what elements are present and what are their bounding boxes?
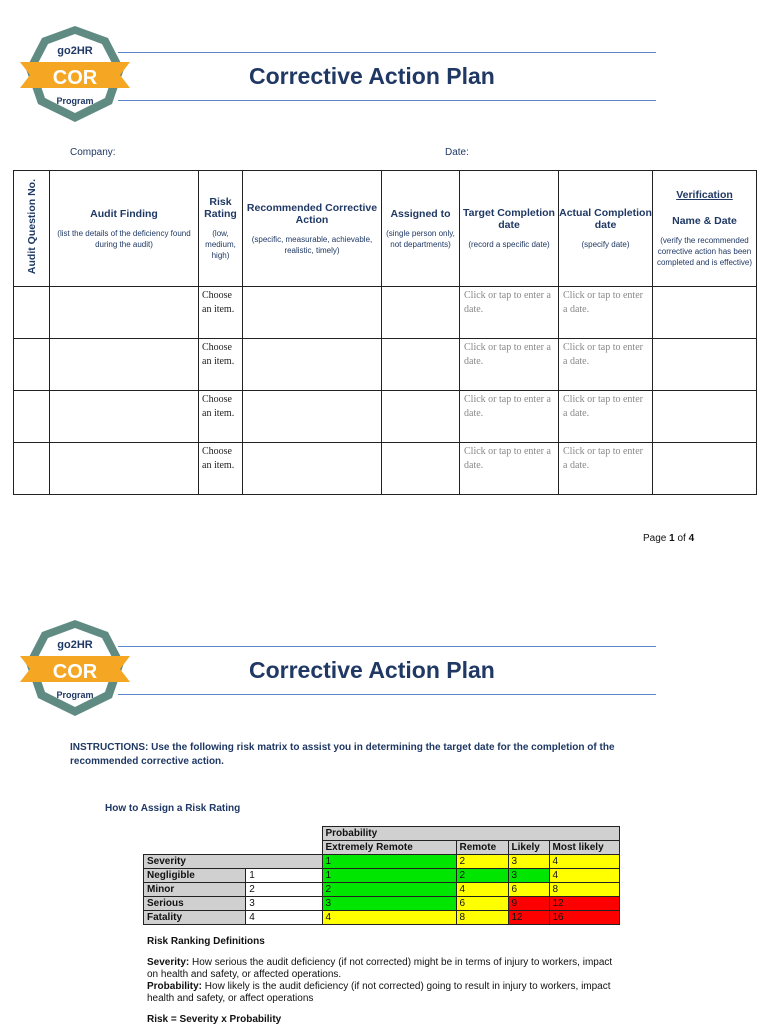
matrix-cell: 4 (456, 883, 508, 897)
actual-date-picker[interactable]: Click or tap to enter a date. (559, 443, 653, 495)
matrix-cell: 3 (508, 855, 549, 869)
matrix-cell: 9 (508, 897, 549, 911)
matrix-cell: 12 (508, 911, 549, 925)
finding-cell[interactable] (50, 339, 199, 391)
risk-dropdown[interactable]: Choose an item. (199, 287, 243, 339)
finding-cell[interactable] (50, 443, 199, 495)
audit-question-cell[interactable] (14, 443, 50, 495)
matrix-cell: 3 (322, 897, 456, 911)
assigned-cell[interactable] (382, 391, 460, 443)
table-row (14, 443, 757, 495)
matrix-cell: 4 (322, 911, 456, 925)
risk-dropdown[interactable]: Choose an item. (199, 443, 243, 495)
matrix-cell: 8 (549, 883, 619, 897)
recommended-cell[interactable] (243, 339, 382, 391)
header-audit-finding: Audit Finding (list the details of the deficiency found during the audit) (50, 171, 199, 287)
probability-definition: Probability: How likely is the audit deficiency (if not corrected) going to result in injury to workers, impact health and safety, or affect operations (147, 981, 611, 1004)
target-date-picker[interactable]: Click or tap to enter a date. (460, 443, 559, 495)
severity-fatality: Fatality (144, 911, 246, 925)
target-date-picker[interactable]: Click or tap to enter a date. (460, 339, 559, 391)
severity-serious: Serious (144, 897, 246, 911)
page-number: Page 1 of 4 (643, 533, 695, 544)
actual-date-picker[interactable]: Click or tap to enter a date. (559, 287, 653, 339)
table-row (14, 339, 757, 391)
severity-header: Severity (144, 855, 323, 869)
severity-value: 3 (246, 897, 322, 911)
col-most-likely: Most likely (549, 841, 619, 855)
cor-logo (20, 618, 130, 718)
severity-value: 2 (246, 883, 322, 897)
verification-cell[interactable] (653, 339, 757, 391)
matrix-cell: 4 (549, 855, 619, 869)
logo-banner: COR (52, 661, 98, 683)
logo-brand: go2HR (57, 639, 93, 651)
risk-dropdown[interactable]: Choose an item. (199, 391, 243, 443)
target-date-picker[interactable]: Click or tap to enter a date. (460, 287, 559, 339)
audit-question-cell[interactable] (14, 287, 50, 339)
risk-rating-heading: How to Assign a Risk Rating (105, 803, 241, 814)
assigned-cell[interactable] (382, 443, 460, 495)
date-label: Date: (445, 147, 469, 158)
header-audit-question: Audit Question No. (14, 171, 50, 287)
header-actual-date: Actual Completion date (specify date) (559, 171, 653, 287)
header-rule-top (118, 646, 656, 647)
matrix-cell: 8 (456, 911, 508, 925)
logo-banner: COR (52, 67, 98, 89)
cor-logo (20, 24, 130, 124)
matrix-cell: 6 (456, 897, 508, 911)
audit-question-cell[interactable] (14, 391, 50, 443)
verification-cell[interactable] (653, 443, 757, 495)
company-label: Company: (70, 147, 116, 158)
severity-negligible: Negligible (144, 869, 246, 883)
definitions-heading: Risk Ranking Definitions (147, 936, 265, 947)
actual-date-picker[interactable]: Click or tap to enter a date. (559, 339, 653, 391)
header-rule-bottom (118, 100, 656, 101)
verification-cell[interactable] (653, 287, 757, 339)
severity-minor: Minor (144, 883, 246, 897)
matrix-cell: 2 (456, 855, 508, 869)
risk-dropdown[interactable]: Choose an item. (199, 339, 243, 391)
recommended-cell[interactable] (243, 443, 382, 495)
header-rule-top (118, 52, 656, 53)
table-row (14, 391, 757, 443)
header-target-date: Target Completion date (record a specific date) (460, 171, 559, 287)
col-extremely-remote: Extremely Remote (322, 841, 456, 855)
recommended-cell[interactable] (243, 287, 382, 339)
table-row (14, 287, 757, 339)
recommended-cell[interactable] (243, 391, 382, 443)
risk-formula: Risk = Severity x Probability (147, 1014, 282, 1025)
matrix-cell: 4 (549, 869, 619, 883)
severity-value: 1 (246, 869, 322, 883)
finding-cell[interactable] (50, 391, 199, 443)
risk-matrix (143, 826, 620, 925)
header-rule-bottom (118, 694, 656, 695)
matrix-cell: 6 (508, 883, 549, 897)
severity-value: 4 (246, 911, 322, 925)
matrix-cell: 12 (549, 897, 619, 911)
header-risk-rating: Risk Rating (low, medium, high) (199, 171, 243, 287)
col-likely: Likely (508, 841, 549, 855)
logo-sub: Program (56, 690, 94, 700)
header-verification: Verification Name & Date (verify the recommended corrective action has been completed and is effective) (653, 171, 757, 287)
logo-sub: Program (56, 96, 94, 106)
header-assigned-to: Assigned to (single person only, not departments) (382, 171, 460, 287)
matrix-cell: 2 (322, 883, 456, 897)
matrix-cell: 16 (549, 911, 619, 925)
col-remote: Remote (456, 841, 508, 855)
instructions: INSTRUCTIONS: Use the following risk matrix to assist you in determining the target date for the completion of the recommended corrective action. (70, 742, 615, 767)
matrix-cell: 2 (456, 869, 508, 883)
assigned-cell[interactable] (382, 339, 460, 391)
logo-brand: go2HR (57, 45, 93, 57)
matrix-cell: 1 (322, 855, 456, 869)
probability-header: Probability (322, 827, 619, 841)
verification-cell[interactable] (653, 391, 757, 443)
actual-date-picker[interactable]: Click or tap to enter a date. (559, 391, 653, 443)
risk-definitions (147, 936, 617, 1026)
assigned-cell[interactable] (382, 287, 460, 339)
target-date-picker[interactable]: Click or tap to enter a date. (460, 391, 559, 443)
corrective-action-table (13, 170, 757, 495)
audit-question-cell[interactable] (14, 339, 50, 391)
page-title: Corrective Action Plan (249, 657, 495, 683)
header-recommended-action: Recommended Corrective Action (specific, measurable, achievable, realistic, timely) (243, 171, 382, 287)
finding-cell[interactable] (50, 287, 199, 339)
matrix-cell: 1 (322, 869, 456, 883)
severity-definition: Severity: How serious the audit deficiency (if not corrected) might be in terms of injury to workers, impact on health and safety, or affected operations. (147, 957, 613, 980)
matrix-cell: 3 (508, 869, 549, 883)
page-title: Corrective Action Plan (249, 63, 495, 89)
